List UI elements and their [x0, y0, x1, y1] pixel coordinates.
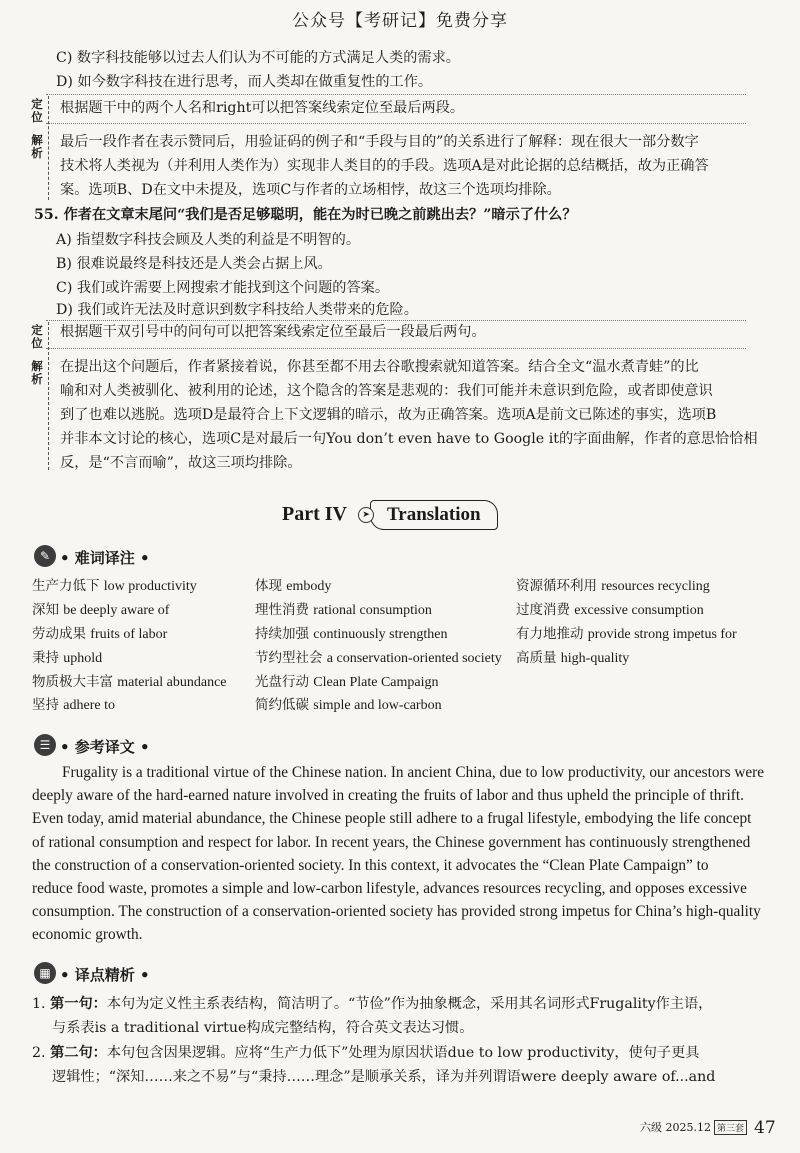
arrow-right-icon: ➤ — [358, 507, 374, 523]
note-icon: ✎ — [34, 545, 56, 567]
vocab-en: be deeply aware of — [63, 603, 170, 618]
vocab-en: simple and low-carbon — [313, 698, 442, 713]
analysis-line: 与系表is a traditional virtue构成完整结构，符合英文表达习惯。 — [52, 1020, 474, 1036]
vocab-en: a conservation-oriented society — [326, 651, 502, 666]
q55-option-a: A) 指望数字科技会顾及人类的利益是不明智的。 — [56, 232, 361, 248]
footer-level: 六级 2025.12 — [640, 1121, 711, 1134]
vocab-item — [32, 600, 169, 621]
reference-line: consumption. The construction of a conservation-oriented society has provided strong impetus for China’s high-quality — [32, 903, 761, 921]
explain-tag: 解析 — [31, 359, 43, 386]
vocab-zh: 节约型社会 — [255, 650, 323, 666]
vocab-item — [32, 695, 115, 716]
q55-question: 55. 作者在文章末尾问“我们是否足够聪明，能在为时已晚之前跳出去？”暗示了什么？ — [34, 207, 577, 223]
locate-tag: 定位 — [31, 97, 43, 124]
q54-option-d: D) 如今数字科技在进行思考，而人类却在做重复性的工作。 — [56, 74, 433, 90]
reference-section-title: • 参考译文 • — [60, 738, 150, 756]
vocab-item — [255, 672, 439, 693]
reference-line: economic growth. — [32, 926, 143, 944]
vocab-zh: 简约低碳 — [255, 697, 309, 713]
vocab-item — [32, 648, 102, 669]
vocab-en: low productivity — [103, 579, 197, 594]
vocab-item — [32, 576, 197, 597]
annotation-rule — [48, 96, 49, 200]
vocab-en: rational consumption — [313, 603, 432, 618]
q54-explain-line: 案。选项B、D在文中未提及，选项C与作者的立场相悖，故这三个选项均排除。 — [60, 182, 561, 198]
divider — [46, 320, 746, 321]
vocab-en: Clean Plate Campaign — [313, 675, 439, 690]
vocab-en: embody — [286, 579, 332, 594]
item-text: 本句为定义性主系表结构，简洁明了。“节俭”作为抽象概念，采用其名词形式Frugality作主语， — [106, 996, 713, 1012]
q55-option-c: C) 我们或许需要上网搜索才能找到这个问题的答案。 — [56, 280, 390, 296]
book-icon: ☰ — [34, 734, 56, 756]
vocab-zh: 生产力低下 — [32, 578, 100, 594]
q54-explain-line: 技术将人类视为（并利用人类作为）实现非人类目的的手段。选项A是对此论据的总结概括，故为正确答 — [60, 158, 709, 174]
vocab-zh: 高质量 — [516, 650, 557, 666]
divider — [46, 123, 746, 124]
analysis-item — [32, 994, 712, 1014]
reference-line: the construction of a conservation-oriented society. In this context, it advocates the “Clean Plate Campaign” to — [32, 856, 709, 874]
page-footer — [640, 1118, 776, 1138]
vocab-en: fruits of labor — [90, 627, 168, 642]
analysis-item — [32, 1043, 699, 1063]
vocab-zh: 劳动成果 — [32, 626, 86, 642]
q55-option-d: D) 我们或许无法及时意识到数字科技给人类带来的危险。 — [56, 302, 418, 318]
vocab-zh: 资源循环利用 — [516, 578, 597, 594]
vocab-item — [516, 624, 737, 645]
q55-locate-text: 根据题干双引号中的问句可以把答案线索定位至最后一段最后两句。 — [60, 324, 486, 340]
reference-line: Frugality is a traditional virtue of the Chinese nation. In ancient China, due to low productivity, our ancestors were — [62, 764, 765, 781]
item-number: 2. — [32, 1045, 46, 1061]
page-header: 公众号【考研记】免费分享 — [292, 11, 508, 31]
explain-tag: 解析 — [31, 133, 43, 160]
reference-line: Even today, amid material abundance, the Chinese people still adhere to a frugal lifestyle, embodying the life concept — [32, 810, 752, 828]
vocab-en: uphold — [63, 651, 103, 666]
vocab-zh: 过度消费 — [516, 602, 570, 618]
vocab-en: provide strong impetus for — [587, 627, 737, 642]
vocab-zh: 秉持 — [32, 650, 59, 666]
q55-explain-line: 到了也难以逃脱。选项D是最符合上下文逻辑的暗示，故为正确答案。选项A是前文已陈述的事实，选项B — [60, 407, 717, 423]
q55-option-b: B) 很难说最终是科技还是人类会占据上风。 — [56, 256, 332, 272]
vocab-zh: 光盘行动 — [255, 674, 309, 690]
q55-explain-line: 反，是“不言而喻”，故这三项均排除。 — [60, 455, 302, 471]
item-lead: 第二句： — [50, 1045, 107, 1061]
item-lead: 第一句： — [50, 996, 107, 1012]
item-number: 1. — [32, 996, 46, 1012]
vocab-zh: 理性消费 — [255, 602, 309, 618]
vocab-section-title: • 难词译注 • — [60, 549, 150, 567]
vocab-zh: 深知 — [32, 602, 59, 618]
vocab-en: continuously strengthen — [313, 627, 448, 642]
translation-banner: Translation — [370, 500, 498, 530]
locate-tag: 定位 — [31, 323, 43, 350]
vocab-en: resources recycling — [601, 579, 710, 594]
reference-line: deeply aware of the hard-earned nature involved in creating the fruits of labor and thus upheld the principle of thrift. — [32, 787, 744, 805]
vocab-item — [255, 695, 442, 716]
vocab-zh: 有力地推动 — [516, 626, 584, 642]
vocab-zh: 物质极大丰富 — [32, 674, 113, 690]
annotation-rule — [48, 322, 49, 470]
analysis-line: 逻辑性；“深知……来之不易”与“秉持……理念”是顺承关系，译为并列谓语were deeply aware of...and — [52, 1069, 716, 1085]
vocab-en: adhere to — [63, 698, 115, 713]
vocab-item — [255, 648, 502, 669]
vocab-zh: 体现 — [255, 578, 282, 594]
vocab-en: high-quality — [560, 651, 630, 666]
vocab-item — [255, 600, 432, 621]
analysis-section-title: • 译点精析 • — [60, 966, 150, 984]
vocab-zh: 坚持 — [32, 697, 59, 713]
vocab-zh: 持续加强 — [255, 626, 309, 642]
part-title: Part IV — [282, 503, 347, 525]
item-text: 本句包含因果逻辑。应将“生产力低下”处理为原因状语due to low productivity，使句子更具 — [106, 1045, 700, 1061]
page-number: 47 — [754, 1118, 776, 1138]
vocab-en: material abundance — [117, 675, 227, 690]
q55-explain-line: 并非本文讨论的核心，选项C是对最后一句You don’t even have to Google it的字面曲解，作者的意思恰恰相 — [60, 431, 758, 447]
vocab-item — [516, 576, 710, 597]
vocab-item — [32, 624, 167, 645]
vocab-item — [516, 648, 629, 669]
q54-option-c: C) 数字科技能够以过去人们认为不可能的方式满足人类的需求。 — [56, 50, 460, 66]
divider — [46, 348, 746, 349]
q55-explain-line: 在提出这个问题后，作者紧接着说，你甚至都不用去谷歌搜索就知道答案。结合全文“温水煮青蛙”的比 — [60, 359, 699, 375]
reference-line: of rational consumption and respect for labor. In recent years, the Chinese government has continuously strengthened — [32, 833, 751, 851]
vocab-item — [516, 600, 704, 621]
vocab-item — [32, 672, 227, 693]
vocab-item — [255, 624, 447, 645]
q54-explain-line: 最后一段作者在表示赞同后，用验证码的例子和“手段与目的”的关系进行了解释：现在很大一部分数字 — [60, 134, 699, 150]
q54-locate-text: 根据题干中的两个人名和right可以把答案线索定位至最后两段。 — [60, 100, 465, 116]
footer-set-tag: 第三套 — [714, 1120, 747, 1135]
vocab-en: excessive consumption — [574, 603, 704, 618]
q55-explain-line: 喻和对人类被驯化、被利用的论述，这个隐含的答案是悲观的：我们可能并未意识到危险，或者即使意识 — [60, 383, 713, 399]
vocab-item — [255, 576, 331, 597]
reference-line: reduce food waste, promotes a simple and low-carbon lifestyle, advances resources recycling, and opposes excessive — [32, 880, 747, 898]
reference-translation — [32, 761, 774, 947]
analysis-icon: ▦ — [34, 962, 56, 984]
divider — [46, 94, 746, 95]
